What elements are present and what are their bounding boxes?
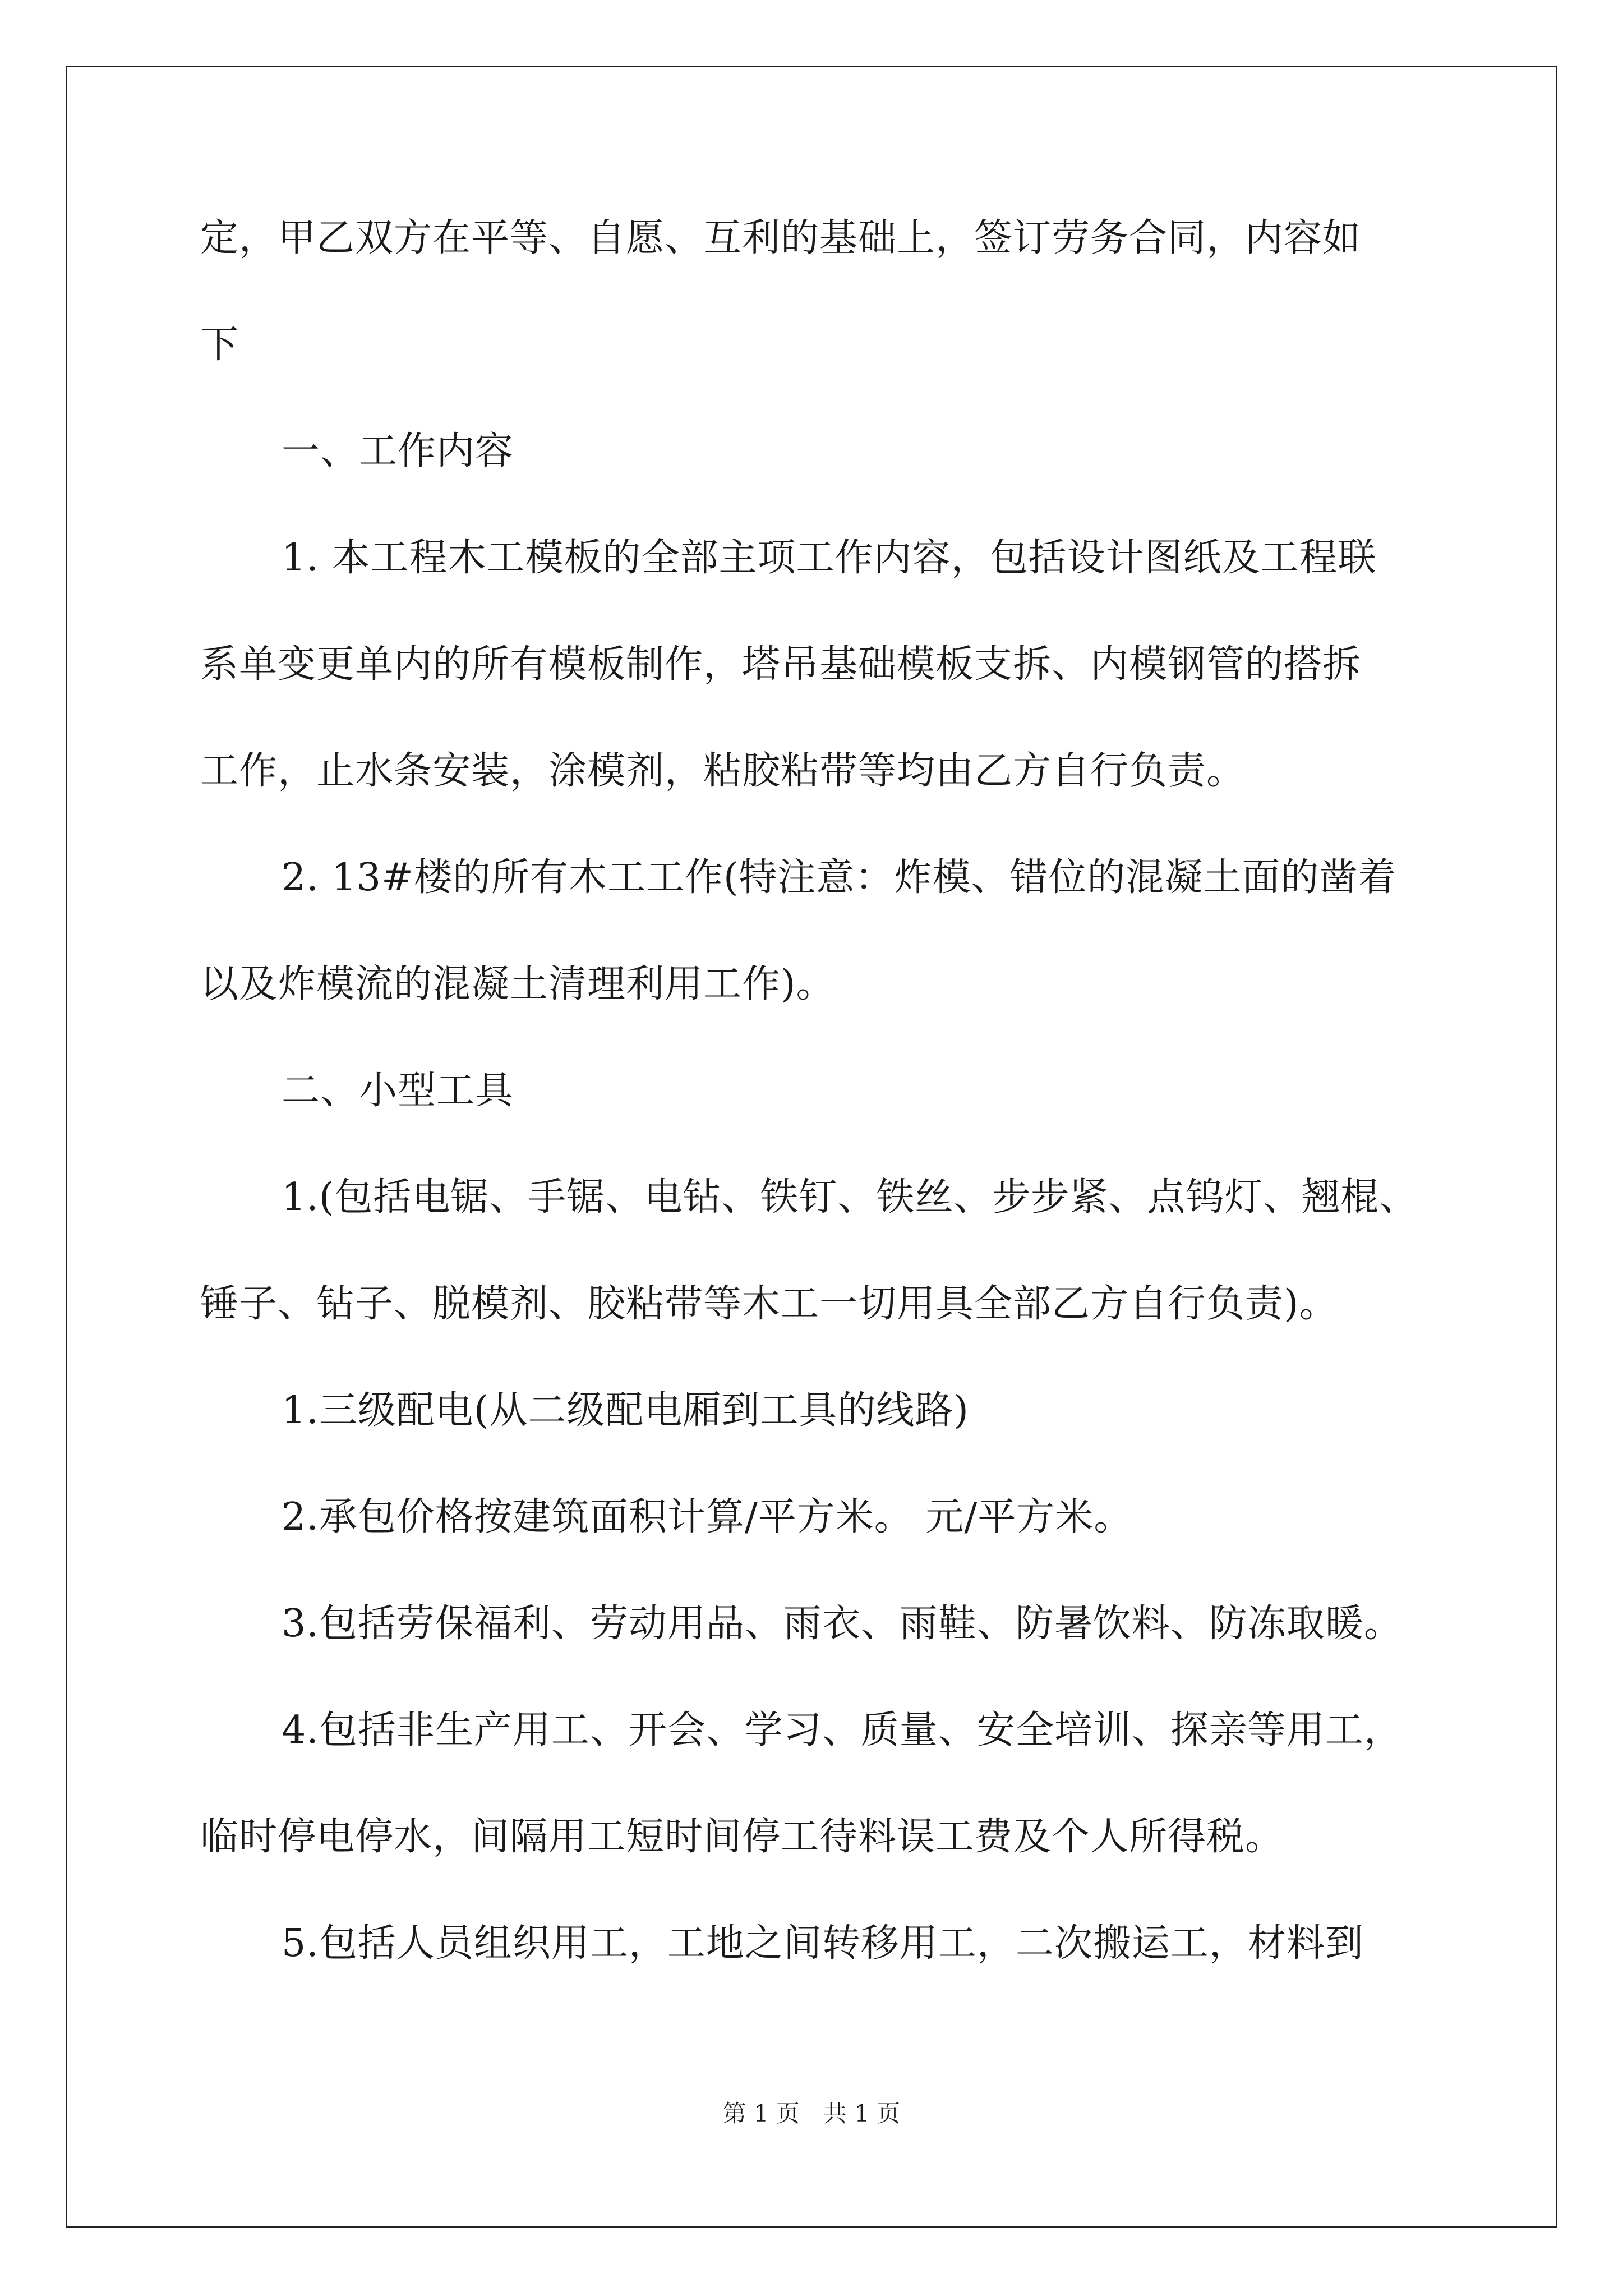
page-border — [66, 66, 1557, 2228]
body-line: 下 — [200, 323, 239, 367]
body-line: 定，甲乙双方在平等、自愿、互利的基础上，签订劳务合同，内容如 — [200, 216, 1362, 260]
body-line: 2.承包价格按建筑面积计算/平方米。 元/平方米。 — [282, 1495, 1133, 1539]
body-line: 4.包括非生产用工、开会、学习、质量、安全培训、探亲等用工， — [282, 1708, 1403, 1752]
body-line: 锤子、钻子、脱模剂、胶粘带等木工一切用具全部乙方自行负责)。 — [200, 1282, 1338, 1326]
body-line: 1.三级配电(从二级配电厢到工具的线路) — [282, 1388, 969, 1433]
body-line: 5.包括人员组织用工，工地之间转移用工，二次搬运工，材料到 — [282, 1921, 1364, 1966]
page-number-footer: 第 1 页 共 1 页 — [722, 2100, 901, 2127]
body-line: 工作，止水条安装，涂模剂，粘胶粘带等均由乙方自行负责。 — [200, 749, 1246, 793]
body-line: 2. 13#楼的所有木工工作(特注意：炸模、错位的混凝土面的凿着 — [282, 855, 1397, 900]
body-line: 1.(包括电锯、手锯、电钻、铁钉、铁丝、步步紧、点钨灯、翘棍、 — [282, 1175, 1418, 1220]
section-heading: 二、小型工具 — [282, 1069, 514, 1113]
body-line: 系单变更单内的所有模板制作，塔吊基础模板支拆、内模钢管的搭拆 — [200, 642, 1362, 687]
body-line: 1. 本工程木工模板的全部主项工作内容，包括设计图纸及工程联 — [282, 536, 1377, 580]
body-line: 3.包括劳保福利、劳动用品、雨衣、雨鞋、防暑饮料、防冻取暖。 — [282, 1602, 1403, 1646]
section-heading: 一、工作内容 — [282, 429, 514, 473]
body-line: 以及炸模流的混凝土清理利用工作)。 — [200, 962, 835, 1006]
body-line: 临时停电停水，间隔用工短时间停工待料误工费及个人所得税。 — [200, 1815, 1284, 1859]
